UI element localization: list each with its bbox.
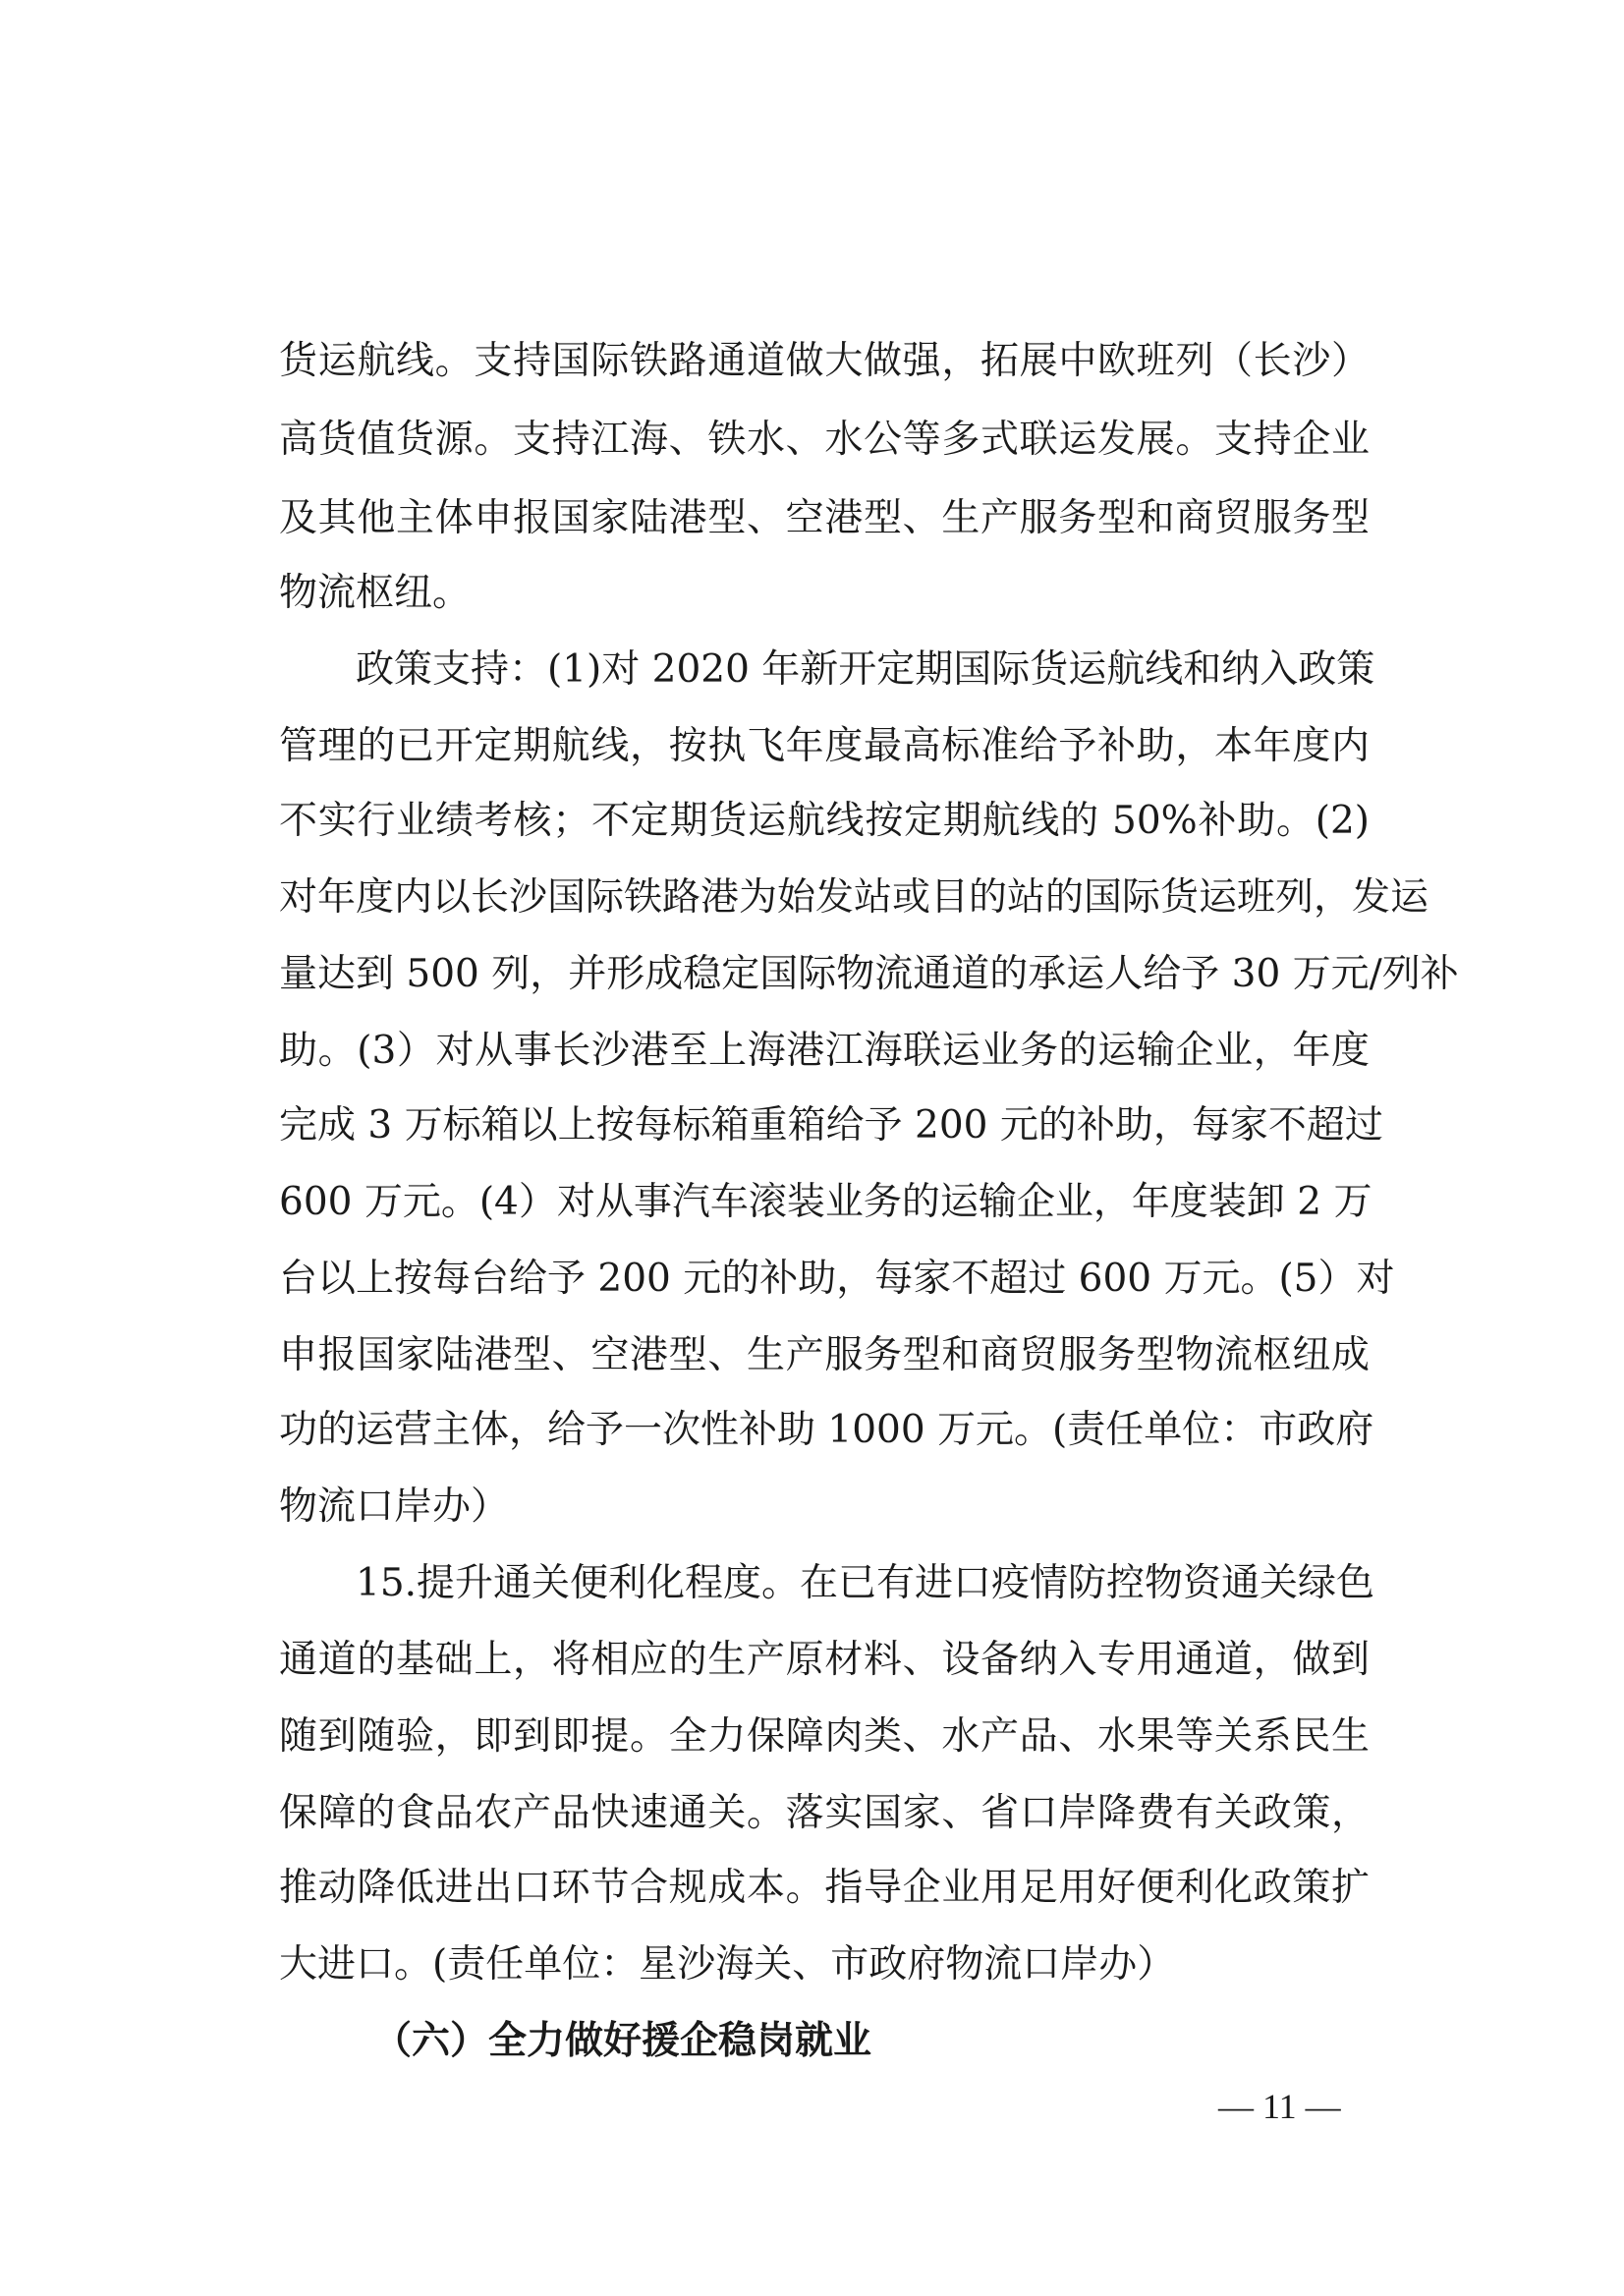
paragraph-2-line-4: 对年度内以长沙国际铁路港为始发站或目的站的国际货运班列，发运: [279, 875, 1429, 920]
page-number: — 11 —: [1218, 2087, 1341, 2126]
paragraph-2-line-5: 量达到 500 列，并形成稳定国际物流通道的承运人给予 30 万元/列补: [279, 952, 1459, 996]
paragraph-3-line-1: 15.提升通关便利化程度。在已有进口疫情防控物资通关绿色: [356, 1561, 1375, 1605]
paragraph-2-line-10: 申报国家陆港型、空港型、生产服务型和商贸服务型物流枢纽成: [279, 1333, 1370, 1377]
paragraph-1-line-1: 货运航线。支持国际铁路通道做大做强，拓展中欧班列（长沙）: [279, 339, 1370, 383]
paragraph-2-line-1: 政策支持：(1)对 2020 年新开定期国际货运航线和纳入政策: [356, 647, 1375, 692]
paragraph-3-line-4: 保障的食品农产品快速通关。落实国家、省口岸降费有关政策，: [279, 1791, 1370, 1835]
paragraph-2-line-8: 600 万元。(4）对从事汽车滚装业务的运输企业，年度装卸 2 万: [279, 1180, 1372, 1224]
paragraph-1-line-3: 及其他主体申报国家陆港型、空港型、生产服务型和商贸服务型: [279, 496, 1370, 540]
paragraph-2-line-2: 管理的已开定期航线，按执飞年度最高标准给予补助，本年度内: [279, 724, 1370, 768]
paragraph-1-line-4: 物流枢纽。: [279, 571, 472, 615]
paragraph-2-line-3: 不实行业绩考核；不定期货运航线按定期航线的 50%补助。(2): [279, 799, 1370, 843]
paragraph-2-line-11: 功的运营主体，给予一次性补助 1000 万元。(责任单位：市政府: [279, 1408, 1374, 1452]
paragraph-3-line-3: 随到随验，即到即提。全力保障肉类、水产品、水果等关系民生: [279, 1714, 1370, 1759]
paragraph-3-line-5: 推动降低进出口环节合规成本。指导企业用足用好便利化政策扩: [279, 1866, 1370, 1910]
paragraph-3-line-6: 大进口。(责任单位：星沙海关、市政府物流口岸办）: [279, 1942, 1176, 1987]
paragraph-1-line-2: 高货值货源。支持江海、铁水、水公等多式联运发展。支持企业: [279, 418, 1370, 462]
paragraph-3-line-2: 通道的基础上，将相应的生产原材料、设备纳入专用通道，做到: [279, 1638, 1370, 1682]
paragraph-2-line-9: 台以上按每台给予 200 元的补助，每家不超过 600 万元。(5）对: [279, 1257, 1395, 1301]
section-heading: （六）全力做好援企稳岗就业: [373, 2019, 872, 2063]
paragraph-2-line-7: 完成 3 万标箱以上按每标箱重箱给予 200 元的补助，每家不超过: [279, 1103, 1383, 1148]
paragraph-2-line-12: 物流口岸办）: [279, 1484, 510, 1529]
paragraph-2-line-6: 助。(3）对从事长沙港至上海港江海联运业务的运输企业，年度: [279, 1029, 1370, 1073]
